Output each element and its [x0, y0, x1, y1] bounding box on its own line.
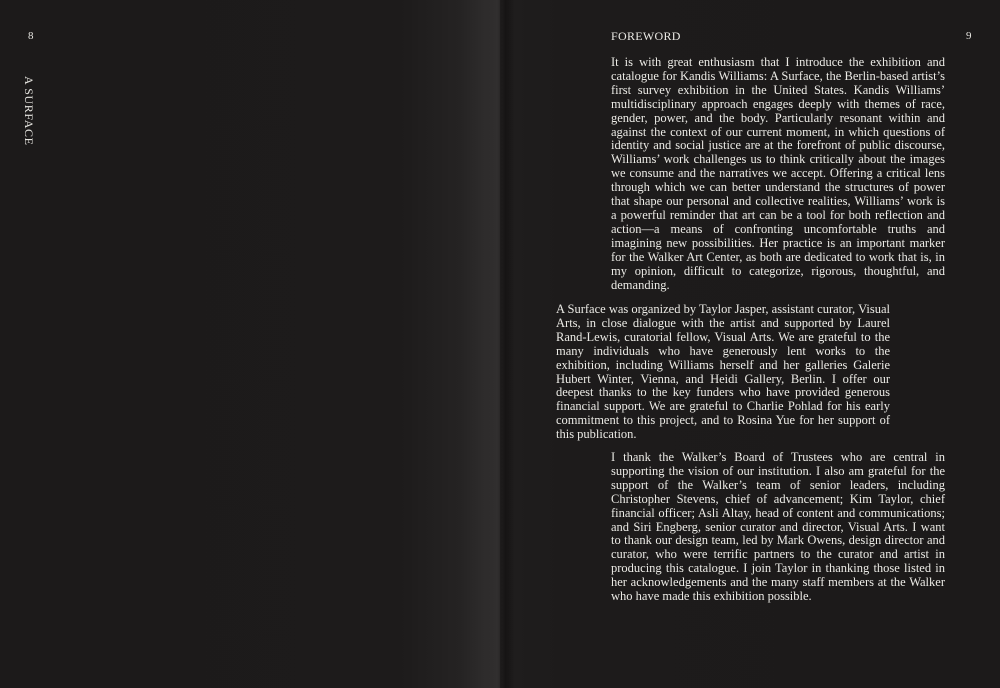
- foreword-paragraph-3: I thank the Walker’s Board of Trustees who are central in supporting the vision of our institution. I also am grateful for the support of the Walker’s team of senior leaders, including Christopher Stevens, chief of advancement; Kim Taylor, chief financial officer; Asli Altay, head of content and communications; and Siri Engberg, senior curator and director, Visual Arts. I want to thank our design team, led by Mark Owens, design director and curator, who were terrific partners to the curator and artist in producing this catalogue. I join Taylor in thanking those listed in her acknowledgements and the many staff members at the Walker who have made this exhibition possible.: [611, 450, 945, 604]
- right-page-number: 9: [966, 30, 972, 42]
- foreword-paragraph-2: A Surface was organized by Taylor Jasper, assistant curator, Visual Arts, in close dialogue with the artist and supported by Laurel Rand-Lewis, curatorial fellow, Visual Arts. We are grateful to the many individuals who have generously lent works to the exhibition, including Williams herself and her galleries Galerie Hubert Winter, Vienna, and Heidi Gallery, Berlin. I offer our deepest thanks to the key funders who have provided generous financial support. We are grateful to Charlie Pohlad for his early commitment to this project, and to Rosina Yue for her support of this publication.: [556, 302, 890, 442]
- section-title: FOREWORD: [611, 29, 681, 43]
- book-gutter: [486, 0, 514, 688]
- left-page-number: 8: [28, 30, 34, 42]
- foreword-paragraph-1: It is with great enthusiasm that I introduce the exhibition and catalogue for Kandis Williams: A Surface, the Berlin-based artist’s first survey exhibition in the United States. Kandis Williams’ multidisciplinary approach engages deeply with themes of race, gender, power, and the body. Particularly resonant within and against the context of our current moment, in which questions of identity and social justice are at the forefront of public discourse, Williams’ work challenges us to think critically about the images we consume and the narratives we accept. Offering a critical lens through which we can better understand the structures of power that shape our personal and collective realities, Williams’ work is a powerful reminder that art can be a tool for both reflection and action—a means of confronting uncomfortable truths and imagining new possibilities. Her practice is an important marker for the Walker Art Center, as both are dedicated to work that is, in my opinion, difficult to categorize, rigorous, thoughtful, and demanding.: [611, 55, 945, 292]
- running-head: A SURFACE: [22, 76, 36, 146]
